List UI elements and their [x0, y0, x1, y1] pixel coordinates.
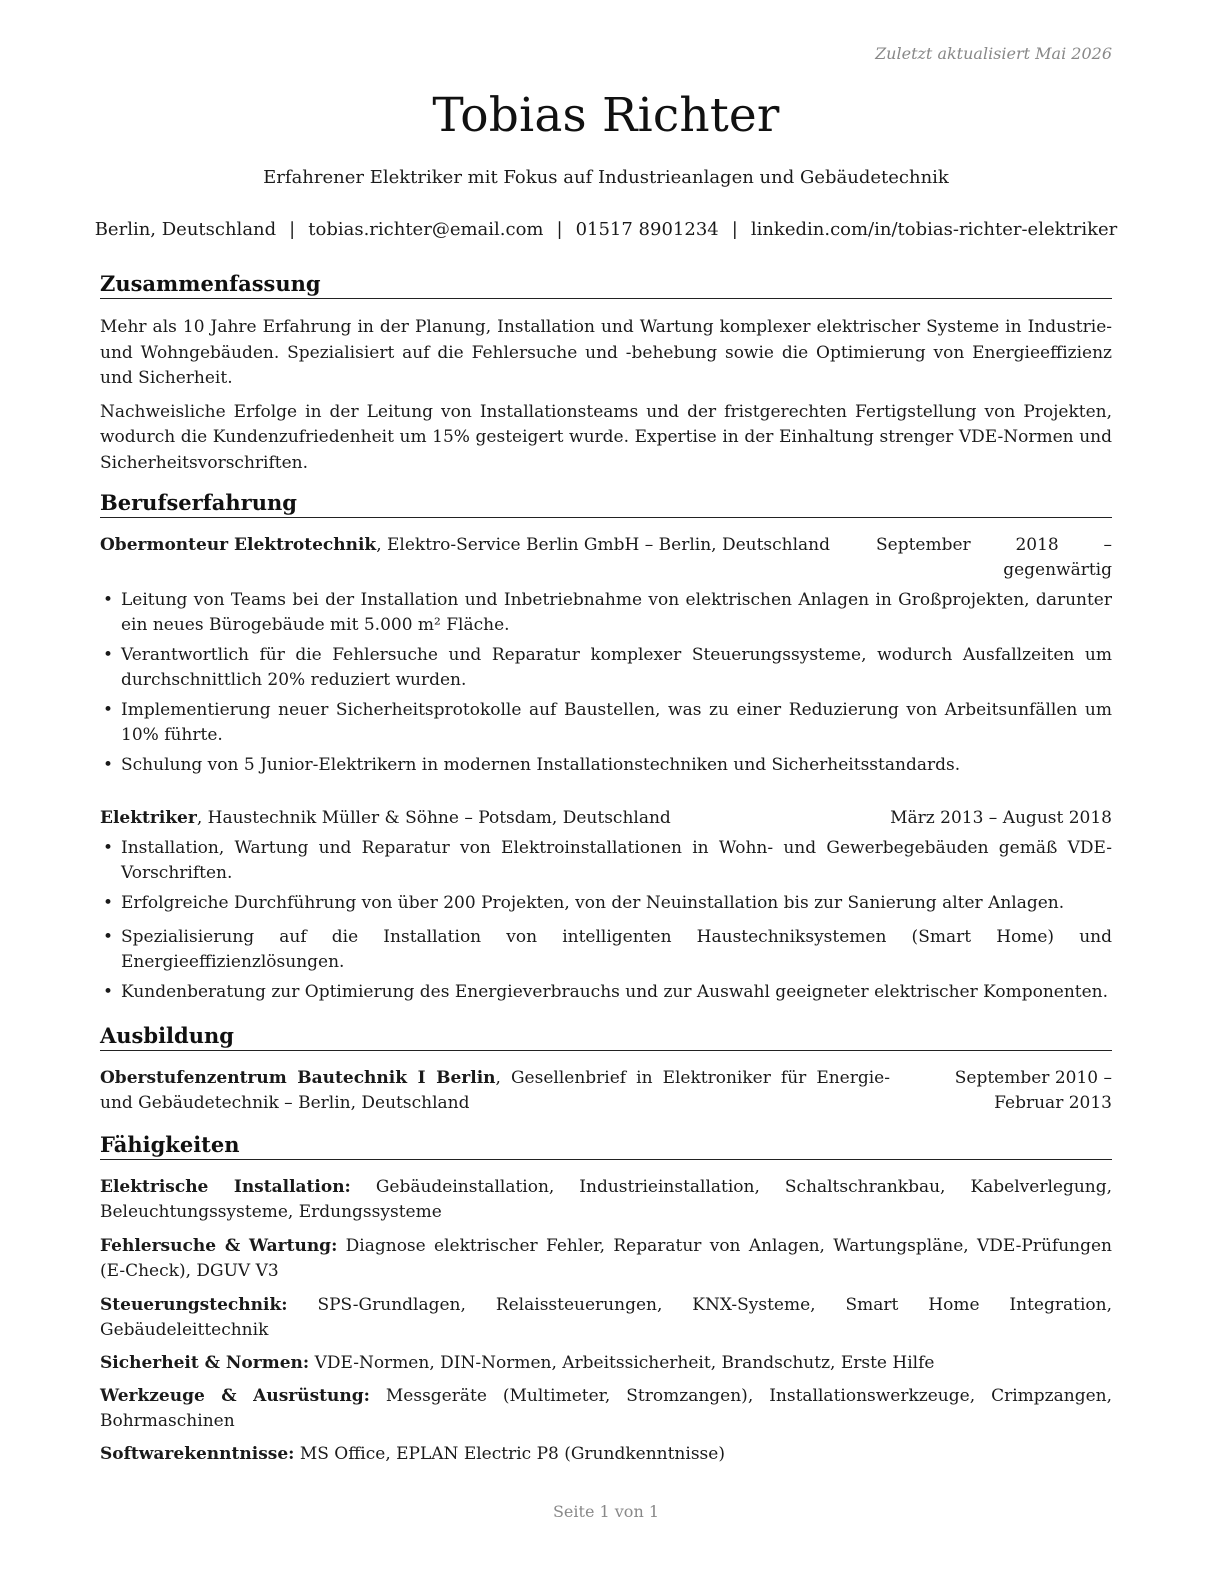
- skill-text: SPS-Grundlagen, Relaissteuerungen, KNX-Systeme, Smart Home Integration, Gebäudeleittechnik: [100, 1295, 1112, 1340]
- skill-label: Steuerungstechnik:: [100, 1295, 288, 1315]
- job-title: [100, 806, 890, 831]
- contact-separator: |: [556, 219, 563, 240]
- job-period: September 2018 – gegenwärtig: [876, 535, 1112, 580]
- job-role: Obermonteur Elektrotechnik: [100, 535, 377, 555]
- skill-label: Sicherheit & Normen:: [100, 1353, 310, 1373]
- experience-section: [100, 490, 1112, 1005]
- bullet-icon: •: [103, 982, 114, 1002]
- job-period: März 2013 – August 2018: [890, 808, 1112, 828]
- summary-heading: Zusammenfassung: [100, 271, 1112, 299]
- education-section: [100, 1023, 1112, 1116]
- skill-label: Softwarekenntnisse:: [100, 1444, 295, 1464]
- job-employer: , Elektro-Service Berlin GmbH – Berlin, Deutschland: [376, 535, 831, 555]
- resume-page: [94, 0, 1118, 1584]
- contact-linkedin[interactable]: linkedin.com/in/tobias-richter-elektriker: [750, 219, 1118, 240]
- bullet-icon: •: [103, 893, 114, 913]
- list-item: • Spezialisierung auf die Installation von intelligenten Haustechniksystemen (Smart Home) und Energieeffizienzlösungen.: [103, 927, 1112, 972]
- list-item: • Schulung von 5 Junior-Elektrikern in modernen Installationstechniken und Sicherheitsstandards.: [100, 753, 1112, 778]
- bullet-icon: •: [103, 927, 114, 947]
- skill-item: [100, 1442, 1112, 1467]
- skill-item: [100, 1351, 1112, 1376]
- skill-text: Gebäudeinstallation, Industrieinstallation, Schaltschrankbau, Kabelverlegung, Beleuchtungssysteme, Erdungssysteme: [100, 1177, 1113, 1222]
- contact-separator: |: [289, 219, 296, 240]
- list-item: • Verantwortlich für die Fehlersuche und Reparatur komplexer Steuerungssysteme, wodurch Ausfallzeiten um durchschnittlich 20% reduziert wurden.: [103, 645, 1112, 690]
- contact-location: Berlin, Deutschland: [94, 219, 277, 240]
- job-title: [100, 533, 876, 558]
- skill-item: [100, 1175, 1112, 1225]
- skill-item: [100, 1384, 1112, 1434]
- job-bullets: [100, 588, 1112, 778]
- job-entry: [100, 806, 1112, 1005]
- job-entry: [100, 533, 1112, 778]
- bullet-icon: •: [103, 838, 114, 858]
- school-name: Oberstufenzentrum Bautechnik I Berlin: [100, 1068, 496, 1088]
- summary-paragraph: Mehr als 10 Jahre Erfahrung in der Planung, Installation und Wartung komplexer elektrischer Systeme in Industrie- und Wohngebäuden. Spezialisiert auf die Fehlersuche und -behebung sowie die Optimierung von Energieeffizienz und Sicherheit.: [100, 317, 1112, 388]
- education-detail: , Gesellenbrief in Elektroniker für Energie- und Gebäudetechnik – Berlin, Deutschland: [100, 1068, 890, 1113]
- job-bullets: [100, 836, 1112, 1005]
- contact-phone[interactable]: 01517 8901234: [575, 219, 719, 240]
- skill-label: Fehlersuche & Wartung:: [100, 1236, 338, 1256]
- list-item: • Leitung von Teams bei der Installation und Inbetriebnahme von elektrischen Anlagen in Großprojekten, darunter ein neues Bürogebäude mit 5.000 m² Fläche.: [103, 590, 1112, 635]
- bullet-icon: •: [103, 755, 114, 775]
- bullet-icon: •: [103, 645, 114, 665]
- skill-label: Elektrische Installation:: [100, 1177, 351, 1197]
- page-title: Tobias Richter: [432, 88, 780, 143]
- skills-heading: Fähigkeiten: [100, 1132, 1112, 1160]
- skill-text: MS Office, EPLAN Electric P8 (Grundkenntnisse): [294, 1444, 725, 1464]
- education-school: [100, 1066, 890, 1116]
- job-header: [100, 806, 1112, 831]
- list-item: • Implementierung neuer Sicherheitsprotokolle auf Baustellen, was zu einer Reduzierung von Arbeitsunfällen um 10% führte.: [103, 700, 1112, 745]
- contact-line: [90, 219, 1122, 240]
- bullet-icon: •: [103, 700, 114, 720]
- skill-text: Diagnose elektrischer Fehler, Reparatur von Anlagen, Wartungspläne, VDE-Prüfungen (E-Check), DGUV V3: [100, 1236, 1112, 1281]
- list-item: • Erfolgreiche Durchführung von über 200 Projekten, von der Neuinstallation bis zur Sanierung alter Anlagen.: [100, 891, 1112, 916]
- job-employer: , Haustechnik Müller & Söhne – Potsdam, Deutschland: [196, 808, 671, 828]
- skill-text: Messgeräte (Multimeter, Stromzangen), Installationswerkzeuge, Crimpzangen, Bohrmaschinen: [100, 1386, 1112, 1431]
- list-item: • Installation, Wartung und Reparatur von Elektroinstallationen in Wohn- und Gewerbegebäuden gemäß VDE-Vorschriften.: [103, 838, 1112, 883]
- skill-label: Werkzeuge & Ausrüstung:: [100, 1386, 370, 1406]
- skill-item: [100, 1293, 1112, 1343]
- page-number: Seite 1 von 1: [552, 1502, 660, 1521]
- bullet-icon: •: [103, 590, 114, 610]
- contact-email[interactable]: tobias.richter@email.com: [308, 219, 544, 240]
- summary-section: [100, 271, 1112, 476]
- experience-heading: Berufserfahrung: [100, 490, 1112, 518]
- education-heading: Ausbildung: [100, 1023, 1112, 1051]
- tagline: Erfahrener Elektriker mit Fokus auf Industrieanlagen und Gebäudetechnik: [263, 167, 949, 188]
- skill-item: [100, 1234, 1112, 1284]
- education-entry: [100, 1066, 1112, 1116]
- list-item: • Kundenberatung zur Optimierung des Energieverbrauchs und zur Auswahl geeigneter elektrischer Komponenten.: [100, 980, 1112, 1005]
- skills-section: [100, 1132, 1112, 1467]
- contact-separator: |: [731, 219, 738, 240]
- skill-text: VDE-Normen, DIN-Normen, Arbeitssicherheit, Brandschutz, Erste Hilfe: [309, 1353, 935, 1373]
- summary-paragraph: Nachweisliche Erfolge in der Leitung von Installationsteams und der fristgerechten Fertigstellung von Projekten, wodurch die Kundenzufriedenheit um 15% gesteigert wurde. Expertise in der Einhaltung strenger VDE-Normen und Sicherheitsvorschriften.: [100, 401, 1112, 473]
- last-updated: Zuletzt aktualisiert Mai 2026: [875, 44, 1112, 63]
- education-period: September 2010 – Februar 2013: [954, 1068, 1112, 1113]
- job-role: Elektriker: [100, 808, 197, 828]
- job-header: [100, 533, 1112, 583]
